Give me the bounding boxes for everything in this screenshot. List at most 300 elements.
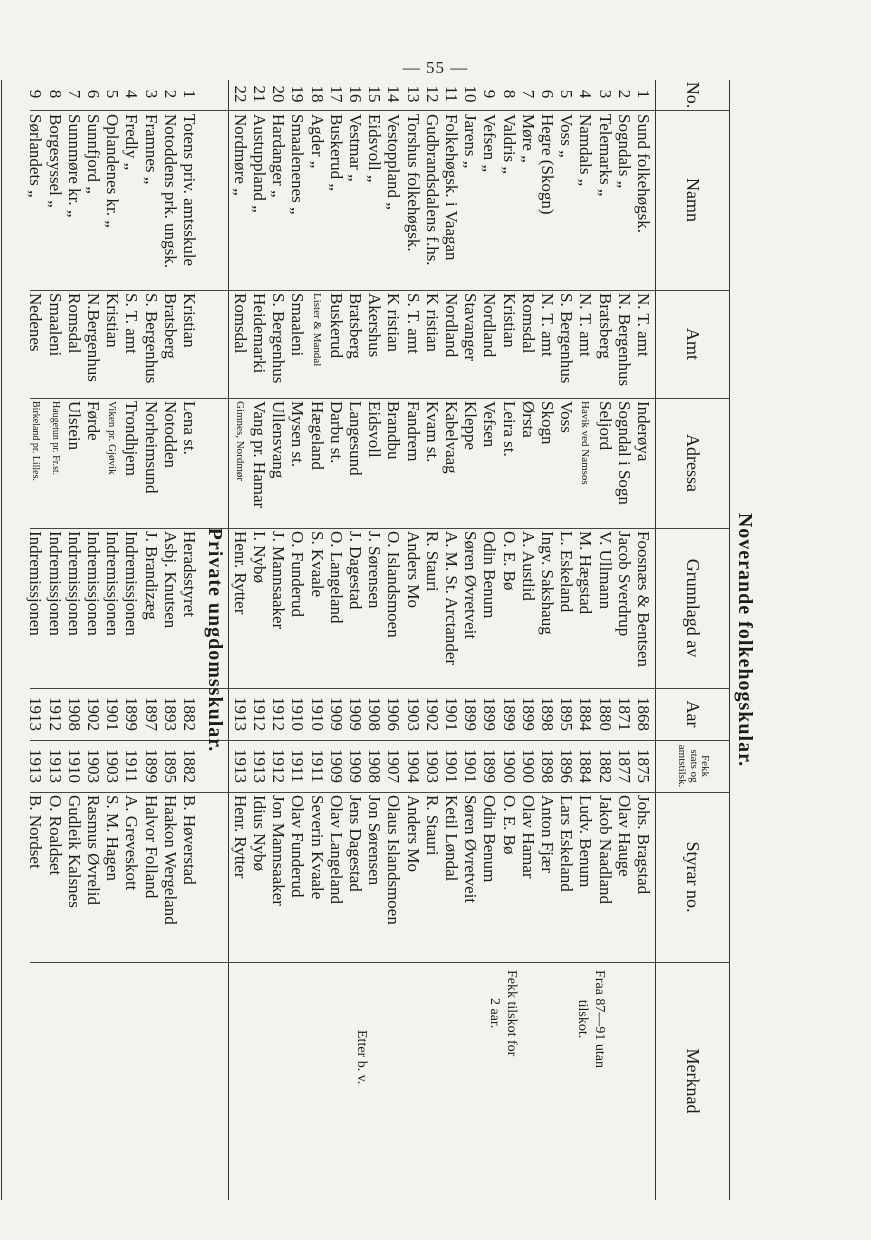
cell-namn: Sunnfjord „ xyxy=(84,114,103,194)
cell-adressa: Langesund xyxy=(346,401,365,476)
cell-amt: Buskerud xyxy=(326,293,346,359)
cell-no: 19 xyxy=(288,85,308,103)
cell-adressa: Eidsvoll xyxy=(365,401,385,458)
cell-aar: 1906 xyxy=(384,697,404,731)
cell-amt: Bratsberg xyxy=(160,293,180,359)
cell-styrar: Anders Mo xyxy=(403,795,423,872)
cell-amt: Romsdal xyxy=(230,293,250,354)
cell-namn: Eidsvoll „ xyxy=(365,114,385,183)
cell-fekk: 1875 xyxy=(634,749,653,783)
cell-fekk: 1896 xyxy=(557,749,577,783)
table-row xyxy=(325,80,347,1200)
cell-adressa: Mysen st. xyxy=(288,401,308,468)
cell-fekk: 1913 xyxy=(45,749,65,783)
cell-amt: Kristian xyxy=(499,293,519,348)
cell-adressa: Ulstein xyxy=(64,401,84,451)
cell-grunnlagd: J. Dagestad xyxy=(346,531,365,610)
cell-grunnlagd: S. Kvaale xyxy=(307,531,327,598)
cell-adressa: Viken pr. Gjøvik xyxy=(106,401,119,475)
cell-aar: 1899 xyxy=(518,697,538,731)
cell-aar: 1912 xyxy=(269,697,289,731)
cell-aar: 1901 xyxy=(442,697,461,731)
cell-grunnlagd: J. Mannsaaker xyxy=(269,531,289,630)
cell-grunnlagd: Foosnæs & Bentsen xyxy=(634,531,653,668)
cell-aar: 1871 xyxy=(614,697,634,731)
cell-namn: Notoddens prk. ungsk. xyxy=(160,114,180,268)
cell-namn: Vestoppland „ xyxy=(384,114,404,210)
cell-grunnlagd: Indremissjonen xyxy=(26,531,46,636)
cell-adressa: Gimnes, Nordmør xyxy=(233,401,246,482)
cell-namn: Folkehøgsk. i Vaagan xyxy=(442,114,461,261)
cell-amt: Bratsberg xyxy=(346,293,365,359)
cell-grunnlagd: A. Austlid xyxy=(518,531,538,601)
cell-grunnlagd: Indremissjonen xyxy=(45,531,65,636)
cell-fekk: 1908 xyxy=(365,749,385,783)
cell-namn: Sørlandets „ xyxy=(26,114,46,198)
header-fekk xyxy=(658,740,728,792)
cell-namn: Sund folkehøgsk. xyxy=(634,114,653,233)
cell-adressa: Vefsen xyxy=(480,401,500,448)
cell-fekk: 1899 xyxy=(141,749,161,783)
merknad-note xyxy=(574,970,608,1068)
cell-aar: 1868 xyxy=(634,697,653,731)
cell-no: 1 xyxy=(634,89,653,99)
cell-aar: 1909 xyxy=(326,697,346,731)
cell-styrar: O. Roaldset xyxy=(45,795,65,876)
cell-aar: 1903 xyxy=(403,697,423,731)
cell-fekk: 1904 xyxy=(403,749,423,783)
table-row xyxy=(306,80,328,1200)
cell-aar: 1910 xyxy=(307,697,327,731)
cell-fekk: 1895 xyxy=(160,749,180,783)
table-row xyxy=(63,80,85,1200)
cell-styrar: Olav Hauge xyxy=(614,795,634,877)
table-row xyxy=(44,80,66,1200)
cell-fekk: 1911 xyxy=(288,749,308,783)
cell-fekk: 1877 xyxy=(614,749,634,783)
cell-adressa: Havik ved Namsos xyxy=(579,401,592,485)
cell-adressa: Brandbu xyxy=(384,401,404,460)
cell-styrar: Ketil Løndal xyxy=(442,795,461,882)
cell-styrar: Ludv. Benum xyxy=(576,795,596,888)
cell-namn: Vefsen „ xyxy=(480,114,500,173)
cell-grunnlagd: Asbj. Knutsen xyxy=(160,531,180,629)
cell-namn: Voss „ xyxy=(557,114,577,158)
cell-aar: 1902 xyxy=(422,697,442,731)
table-row xyxy=(382,80,404,1200)
cell-styrar: Søren Øvretveit xyxy=(461,795,481,904)
cell-aar: 1912 xyxy=(250,697,269,731)
cell-amt: Romsdal xyxy=(518,293,538,354)
table-row xyxy=(24,80,46,1200)
cell-no: 7 xyxy=(518,89,538,99)
cell-namn: Valdris „ xyxy=(499,114,519,174)
cell-namn: Sunnmøre kr. „ xyxy=(64,114,84,218)
cell-adressa: Skogn xyxy=(538,401,557,445)
cell-aar: 1902 xyxy=(84,697,103,731)
cell-styrar: Olav Funderud xyxy=(288,795,308,898)
section-rule xyxy=(228,80,229,1200)
cell-no: 6 xyxy=(84,89,103,99)
cell-no: 5 xyxy=(103,89,123,99)
cell-no: 1 xyxy=(180,89,199,99)
cell-amt: S. Bergenhus xyxy=(141,293,161,384)
cell-no: 2 xyxy=(160,89,180,99)
cell-adressa: Norheimsund xyxy=(141,401,161,494)
cell-styrar: A. Greveskott xyxy=(122,795,142,891)
cell-namn: Sogndals „ xyxy=(614,114,634,189)
cell-amt: Nordland xyxy=(480,293,500,358)
cell-no: 16 xyxy=(346,85,365,103)
cell-grunnlagd: Søren Øvretveit xyxy=(461,531,481,640)
cell-fekk: 1913 xyxy=(26,749,46,783)
cell-aar: 1897 xyxy=(141,697,161,731)
header-bottom-rule xyxy=(655,80,656,1200)
cell-amt: Kristian xyxy=(103,293,123,348)
page-number: — 55 — xyxy=(402,58,469,77)
cell-namn: Jarens „ xyxy=(461,114,481,169)
table-row xyxy=(421,80,443,1200)
cell-fekk: 1901 xyxy=(461,749,481,783)
cell-aar: 1913 xyxy=(230,697,250,731)
cell-aar: 1909 xyxy=(346,697,365,731)
cell-adressa: Sogndal i Sogn xyxy=(614,401,634,505)
merknad-note-line: 2 aar. xyxy=(487,998,502,1029)
cell-namn: Gudbrandsdalens f.hs. xyxy=(422,114,442,266)
cell-amt: Romsdal xyxy=(64,293,84,354)
cell-namn: Nordmøre „ xyxy=(230,114,250,196)
table-row xyxy=(459,80,481,1200)
cell-styrar: Haakon Wergeland xyxy=(160,795,180,925)
table-row xyxy=(613,80,635,1200)
cell-aar: 1882 xyxy=(180,697,199,731)
cell-fekk: 1909 xyxy=(326,749,346,783)
cell-fekk: 1910 xyxy=(64,749,84,783)
cell-aar: 1893 xyxy=(160,697,180,731)
cell-namn: Borgesyssel „ xyxy=(45,114,65,208)
cell-adressa: Ullensvang xyxy=(269,401,289,479)
cell-fekk: 1913 xyxy=(250,749,269,783)
cell-styrar: Henr. Rytter xyxy=(230,795,250,879)
cell-namn: Agder „ xyxy=(307,114,327,169)
cell-no: 8 xyxy=(499,89,519,99)
cell-aar: 1910 xyxy=(288,697,308,731)
cell-styrar: Anton Fjær xyxy=(538,795,557,873)
table-row xyxy=(229,80,251,1200)
table-row xyxy=(82,80,104,1200)
cell-adressa: Seljord xyxy=(595,401,615,451)
cell-fekk: 1898 xyxy=(538,749,557,783)
cell-no: 5 xyxy=(557,89,577,99)
cell-adressa: Hægeland xyxy=(307,401,327,470)
cell-adressa: Haugetun pr. Fr.st. xyxy=(49,401,61,476)
cell-fekk: 1911 xyxy=(122,749,142,783)
cell-aar: 1895 xyxy=(557,697,577,731)
cell-grunnlagd: Ingv. Sakshaug xyxy=(538,531,557,635)
cell-namn: Hardanger „ xyxy=(269,114,289,198)
cell-adressa: Voss xyxy=(557,401,577,433)
merknad-note-line: Fraa 87—91 utan xyxy=(592,970,607,1068)
cell-no: 6 xyxy=(538,89,557,99)
cell-aar: 1913 xyxy=(26,697,46,731)
cell-grunnlagd: Indremissjonen xyxy=(122,531,142,636)
table-row xyxy=(248,80,270,1200)
cell-namn: Namdals „ xyxy=(576,114,596,187)
cell-styrar: Severin Kvaale xyxy=(307,795,327,900)
cell-namn: Smaalenenes „ xyxy=(288,114,308,215)
cell-adressa: Notodden xyxy=(160,401,180,469)
cell-styrar: Rasmus Øvrelid xyxy=(84,795,103,906)
cell-namn: Vestmar „ xyxy=(346,114,365,182)
cell-no: 20 xyxy=(269,85,289,103)
cell-styrar: Idius Nybø xyxy=(250,795,269,872)
cell-adressa: Vang pr. Hamar xyxy=(250,401,269,509)
header-amt: Amt xyxy=(683,327,703,360)
cell-grunnlagd: V. Ullmann xyxy=(595,531,615,610)
cell-no: 22 xyxy=(230,85,250,103)
cell-namn: Totens priv. amtsskule xyxy=(180,114,199,267)
cell-styrar: B. Høverstad xyxy=(180,795,199,885)
cell-styrar: Johs. Bragstad xyxy=(634,795,653,895)
cell-namn: Torshus folkehøgsk. xyxy=(403,114,423,252)
header-aar: Aar xyxy=(683,700,703,728)
cell-styrar: Halvor Folland xyxy=(141,795,161,899)
header-namn: Namn xyxy=(683,178,703,222)
header-fekk-line1: Fekk xyxy=(699,755,712,777)
cell-adressa: Trondhjem xyxy=(122,401,142,476)
cell-no: 3 xyxy=(595,89,615,99)
cell-no: 17 xyxy=(326,85,346,103)
cell-aar: 1899 xyxy=(122,697,142,731)
table-bottom-rule xyxy=(1,80,2,1200)
cell-styrar: R. Stauri xyxy=(422,795,442,856)
table-row xyxy=(536,80,558,1200)
cell-aar: 1912 xyxy=(45,697,65,731)
cell-adressa: Inderøya xyxy=(634,401,653,462)
cell-namn: Buskerud „ xyxy=(326,114,346,191)
cell-no: 21 xyxy=(250,85,269,103)
cell-grunnlagd: I. Nybø xyxy=(250,531,269,583)
header-no: No. xyxy=(683,81,703,109)
cell-namn: Fredly „ xyxy=(122,114,142,171)
private-section-title: Private ungdomsskular. xyxy=(204,527,226,753)
cell-amt: K ristian xyxy=(422,293,442,353)
table-row xyxy=(140,80,162,1200)
cell-namn: Møre „ xyxy=(518,114,538,163)
cell-grunnlagd: O. Langeland xyxy=(326,531,346,624)
cell-grunnlagd: A. M. St. Arctander xyxy=(442,531,461,666)
table-row xyxy=(178,80,200,1200)
cell-namn: Telemarks „ xyxy=(595,114,615,197)
cell-styrar: B. Nordset xyxy=(26,795,46,869)
cell-fekk: 1903 xyxy=(84,749,103,783)
cell-no: 12 xyxy=(422,85,442,103)
cell-amt: Kristian xyxy=(180,293,199,348)
cell-aar: 1908 xyxy=(64,697,84,731)
cell-styrar: Lars Eskeland xyxy=(557,795,577,892)
merknad-note-line: tilskot. xyxy=(575,999,590,1039)
cell-amt: N.Bergenhus xyxy=(84,293,103,382)
cell-no: 7 xyxy=(64,89,84,99)
cell-amt: S. T. amt xyxy=(403,293,423,354)
cell-aar: 1899 xyxy=(461,697,481,731)
cell-grunnlagd: Jacob Sverdrup xyxy=(614,531,634,637)
rotated-table xyxy=(0,80,758,1200)
header-merknad: Merknad xyxy=(683,1048,703,1114)
cell-aar: 1899 xyxy=(480,697,500,731)
cell-no: 4 xyxy=(576,89,596,99)
header-fekk-line2: stats og xyxy=(687,749,700,783)
cell-amt: Nedenes xyxy=(26,293,46,352)
cell-grunnlagd: L. Eskeland xyxy=(557,531,577,613)
cell-grunnlagd: O. Funderud xyxy=(288,531,308,617)
cell-aar: 1908 xyxy=(365,697,385,731)
cell-styrar: Olaus Islandsmoen xyxy=(384,795,404,925)
cell-adressa: Kvam st. xyxy=(422,401,442,463)
table-row xyxy=(159,80,181,1200)
cell-styrar: Odin Benum xyxy=(480,795,500,883)
table-row xyxy=(402,80,424,1200)
cell-grunnlagd: O. Islandsmoen xyxy=(384,531,404,638)
cell-adressa: Ørsta xyxy=(518,401,538,438)
cell-styrar: O. E. Bø xyxy=(499,795,519,855)
cell-amt: Smaaleni xyxy=(45,293,65,357)
header-grunnlagd: Grunnlagd av xyxy=(683,558,703,658)
cell-no: 9 xyxy=(26,89,46,99)
table-row xyxy=(101,80,123,1200)
cell-grunnlagd: Indremissjonen xyxy=(103,531,123,636)
cell-no: 8 xyxy=(45,89,65,99)
cell-adressa: Lena st. xyxy=(180,401,199,455)
cell-amt: S. T. amt xyxy=(122,293,142,354)
cell-fekk: 1882 xyxy=(595,749,615,783)
cell-namn: Oplandenes kr. „ xyxy=(103,114,123,228)
table-row xyxy=(267,80,289,1200)
cell-no: 4 xyxy=(122,89,142,99)
header-fekk-line3: amtstilsk. xyxy=(676,744,689,788)
cell-grunnlagd: J. Brandizæg xyxy=(141,531,161,620)
cell-grunnlagd: Anders Mo xyxy=(403,531,423,608)
cell-styrar: Olav Hamar xyxy=(518,795,538,879)
cell-adressa: Førde xyxy=(84,401,103,441)
cell-grunnlagd: Henr. Rytter xyxy=(230,531,250,615)
header-top-rule xyxy=(729,80,730,1200)
cell-no: 10 xyxy=(461,85,481,103)
cell-adressa: Leira st. xyxy=(499,401,519,457)
merknad-note xyxy=(486,970,520,1056)
cell-amt: Bratsberg xyxy=(595,293,615,359)
cell-adressa: Kabelvaag xyxy=(442,401,461,474)
cell-amt: Lister & Mandal xyxy=(310,293,323,367)
cell-grunnlagd: R. Stauri xyxy=(422,531,442,592)
table-row xyxy=(120,80,142,1200)
cell-fekk: 1900 xyxy=(518,749,538,783)
cell-fekk: 1907 xyxy=(384,749,404,783)
cell-fekk: 1913 xyxy=(230,749,250,783)
cell-fekk: 1901 xyxy=(442,749,461,783)
table-row xyxy=(517,80,539,1200)
cell-amt: Smaaleni xyxy=(288,293,308,357)
cell-aar: 1901 xyxy=(103,697,123,731)
cell-amt: Akershus xyxy=(365,293,385,358)
cell-aar: 1880 xyxy=(595,697,615,731)
cell-styrar: S. M. Hagen xyxy=(103,795,123,881)
cell-fekk: 1903 xyxy=(422,749,442,783)
merknad-note xyxy=(353,1030,370,1084)
cell-amt: S. Bergenhus xyxy=(269,293,289,384)
cell-aar: 1884 xyxy=(576,697,596,731)
cell-grunnlagd: O. E. Bø xyxy=(499,531,519,591)
cell-namn: Austuppland „ xyxy=(250,114,269,213)
cell-no: 11 xyxy=(442,85,461,103)
cell-fekk: 1899 xyxy=(480,749,500,783)
cell-no: 14 xyxy=(384,85,404,103)
cell-aar: 1899 xyxy=(499,697,519,731)
cell-no: 3 xyxy=(141,89,161,99)
cell-amt: N. Bergenhus xyxy=(614,293,634,387)
cell-grunnlagd: Heradsstyret xyxy=(180,531,199,617)
table-row xyxy=(286,80,308,1200)
cell-namn: Hegre (Skogn) xyxy=(538,114,557,215)
cell-amt: K ristian xyxy=(384,293,404,353)
cell-grunnlagd: Indremissjonen xyxy=(64,531,84,636)
table-row xyxy=(632,80,654,1200)
table-row xyxy=(440,80,462,1200)
cell-adressa: Darbu st. xyxy=(326,401,346,464)
merknad-note-line: Etter b. v. xyxy=(354,1030,369,1085)
cell-adressa: Fandrem xyxy=(403,401,423,462)
cell-grunnlagd: J. Sørensen xyxy=(365,531,385,609)
cell-fekk: 1909 xyxy=(346,749,365,783)
cell-amt: N. T. amt xyxy=(634,293,653,357)
cell-styrar: Jon Sørensen xyxy=(365,795,385,886)
cell-styrar: Jens Dagestad xyxy=(346,795,365,892)
cell-styrar: Olav Langeland xyxy=(326,795,346,905)
cell-amt: Nordland xyxy=(442,293,461,358)
cell-no: 2 xyxy=(614,89,634,99)
cell-fekk: 1900 xyxy=(499,749,519,783)
cell-amt: Heidemarki xyxy=(250,293,269,374)
cell-fekk: 1911 xyxy=(307,749,327,783)
cell-fekk: 1903 xyxy=(103,749,123,783)
cell-fekk: 1882 xyxy=(180,749,199,783)
cell-amt: S. Bergenhus xyxy=(557,293,577,384)
cell-no: 9 xyxy=(480,89,500,99)
header-adressa: Adressa xyxy=(683,434,703,492)
cell-no: 18 xyxy=(307,85,327,103)
cell-grunnlagd: Indremissjonen xyxy=(84,531,103,636)
merknad-note-line: Fekk tilskot for xyxy=(504,970,519,1057)
cell-amt: N. T. amt xyxy=(576,293,596,357)
table-title: Noverande folkehogskular. xyxy=(734,512,756,768)
cell-no: 13 xyxy=(403,85,423,103)
cell-amt: N. T. amt xyxy=(538,293,557,357)
cell-adressa: Kleppe xyxy=(461,401,481,451)
cell-styrar: Jon Mannsaaker xyxy=(269,795,289,906)
cell-grunnlagd: Odin Benum xyxy=(480,531,500,619)
cell-styrar: Jakob Naadland xyxy=(595,795,615,905)
cell-fekk: 1884 xyxy=(576,749,596,783)
cell-aar: 1898 xyxy=(538,697,557,731)
cell-styrar: Gudleik Kalsnes xyxy=(64,795,84,908)
cell-amt: Stavanger xyxy=(461,293,481,361)
cell-grunnlagd: M. Hægstad xyxy=(576,531,596,615)
cell-no: 15 xyxy=(365,85,385,103)
header-styrar: Styrar no. xyxy=(683,841,703,913)
cell-adressa: Birkeland pr. Lilles. xyxy=(30,401,42,481)
cell-namn: Framnes „ xyxy=(141,114,161,185)
cell-fekk: 1912 xyxy=(269,749,289,783)
